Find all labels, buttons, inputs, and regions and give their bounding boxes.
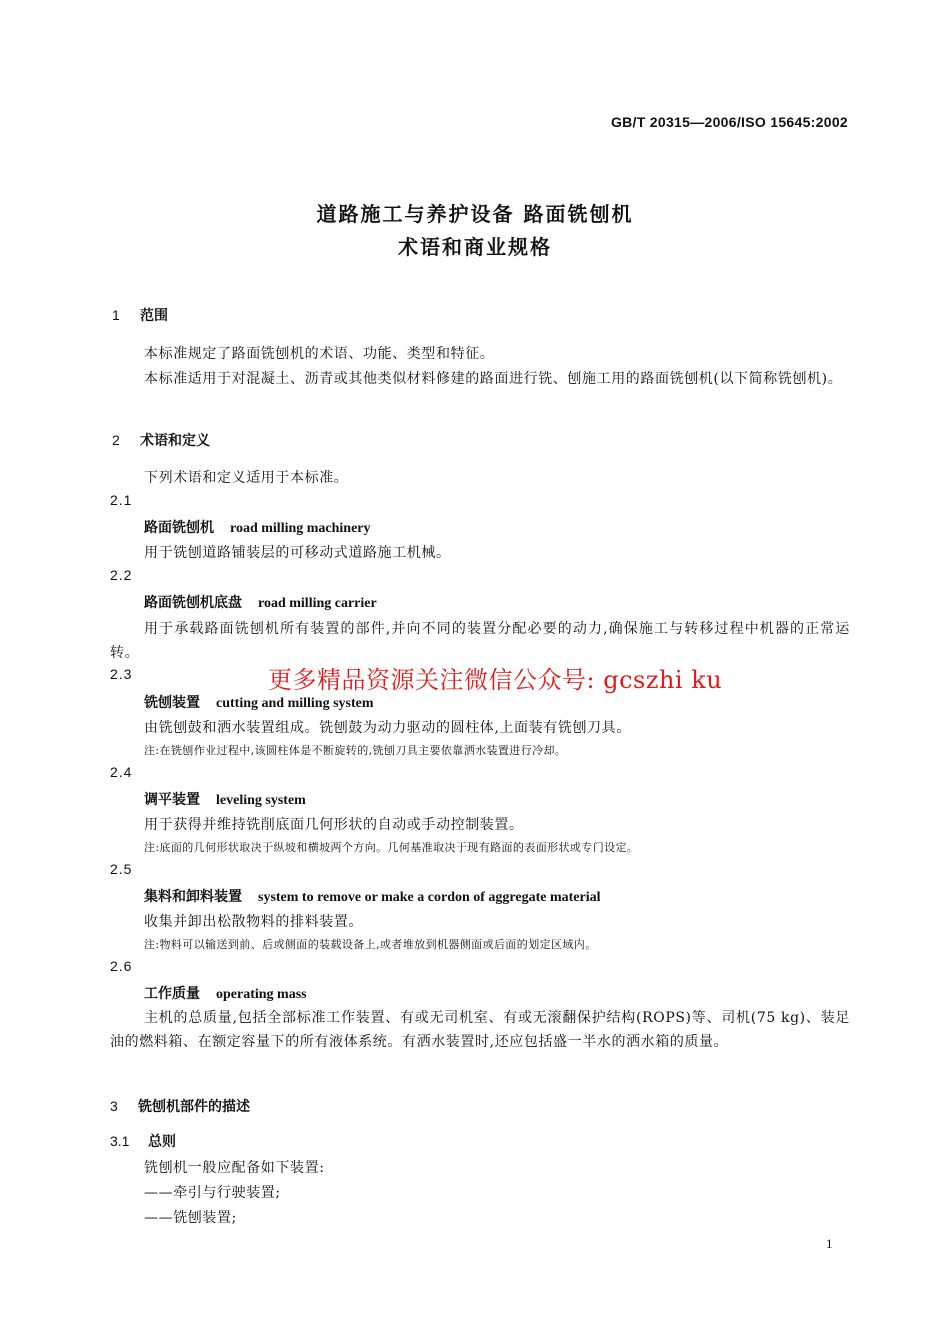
- term-definition: 收集并卸出松散物料的排料装置。: [144, 914, 363, 930]
- section-title: 术语和定义: [140, 433, 210, 449]
- term-en: cutting and milling system: [216, 696, 374, 711]
- term-entry: [144, 592, 377, 612]
- term-cn: 路面铣刨机底盘: [144, 595, 242, 611]
- clause-number: 2.4: [110, 764, 133, 780]
- term-note: 注:底面的几何形状取决于纵坡和横坡两个方向。几何基准取决于现有路面的表面形状或专门设定。: [144, 841, 639, 854]
- term-entry: [144, 517, 371, 537]
- term-note: 注:物料可以输送到前、后或侧面的装载设备上,或者堆放到机器侧面或后面的划定区域内。: [144, 938, 597, 951]
- list-item: ——铣刨装置;: [144, 1210, 237, 1226]
- term-cn: 路面铣刨机: [144, 520, 214, 536]
- clause-number: 2.5: [110, 861, 133, 877]
- term-cn: 工作质量: [144, 986, 200, 1002]
- section-2-intro: 下列术语和定义适用于本标准。: [144, 470, 349, 486]
- subsection-intro: 铣刨机一般应配备如下装置:: [144, 1160, 325, 1176]
- section-1-heading: [112, 305, 168, 325]
- document-title-line2: 术语和商业规格: [398, 235, 552, 259]
- watermark-text: 更多精品资源关注微信公众号: gcszhi ku: [268, 666, 723, 694]
- clause-number: 2.3: [110, 666, 133, 682]
- term-en: leveling system: [216, 793, 306, 808]
- subsection-number: 3.1: [110, 1133, 130, 1149]
- clause-number: 2.1: [110, 492, 133, 508]
- term-en: operating mass: [216, 987, 307, 1002]
- section-title: 铣刨机部件的描述: [138, 1099, 250, 1115]
- term-definition: 由铣刨鼓和洒水装置组成。铣刨鼓为动力驱动的圆柱体,上面装有铣刨刀具。: [144, 720, 631, 736]
- term-cn: 调平装置: [144, 792, 200, 808]
- section-3-heading: [110, 1096, 250, 1116]
- section-number: 2: [112, 432, 120, 448]
- section-1-paragraph-2: 本标准适用于对混凝土、沥青或其他类似材料修建的路面进行铣、刨施工用的路面铣刨机(以下简称铣刨机)。: [144, 371, 843, 387]
- term-entry: [144, 789, 306, 809]
- section-2-heading: [112, 430, 210, 450]
- list-item: ——牵引与行驶装置;: [144, 1185, 281, 1201]
- subsection-title: 总则: [148, 1134, 176, 1150]
- section-number: 1: [112, 307, 120, 323]
- term-definition: 用于获得并维持铣削底面几何形状的自动或手动控制装置。: [144, 817, 524, 833]
- term-en: road milling carrier: [258, 596, 377, 611]
- section-title: 范围: [140, 308, 168, 324]
- term-definition: 用于承载路面铣刨机所有装置的部件,并向不同的装置分配必要的动力,确保施工与转移过程中机器的正常运转。: [110, 621, 850, 661]
- section-1-paragraph-1: 本标准规定了路面铣刨机的术语、功能、类型和特征。: [144, 346, 495, 362]
- document-title-line1: 道路施工与养护设备 路面铣刨机: [316, 202, 634, 226]
- term-en: system to remove or make a cordon of aggregate material: [258, 890, 601, 905]
- term-entry: [144, 886, 601, 906]
- term-entry: [144, 692, 374, 712]
- clause-number: 2.6: [110, 958, 133, 974]
- term-definition: 用于铣刨道路铺装层的可移动式道路施工机械。: [144, 545, 451, 561]
- term-entry: [144, 983, 307, 1003]
- subsection-3-1-heading: [110, 1131, 176, 1151]
- term-en: road milling machinery: [230, 521, 371, 536]
- term-cn: 铣刨装置: [144, 695, 200, 711]
- term-definition: 主机的总质量,包括全部标准工作装置、有或无司机室、有或无滚翻保护结构(ROPS)等、司机(75 kg)、装足油的燃料箱、在额定容量下的所有液体系统。有洒水装置时,还应包括盛一半水的洒水箱的质量。: [110, 1010, 850, 1050]
- section-number: 3: [110, 1098, 118, 1114]
- term-note: 注:在铣刨作业过程中,该圆柱体是不断旋转的,铣刨刀具主要依靠洒水装置进行冷却。: [144, 744, 567, 757]
- page-number: 1: [826, 1236, 833, 1251]
- term-cn: 集料和卸料装置: [144, 889, 242, 905]
- clause-number: 2.2: [110, 567, 133, 583]
- standard-code: GB/T 20315—2006/ISO 15645:2002: [610, 114, 848, 130]
